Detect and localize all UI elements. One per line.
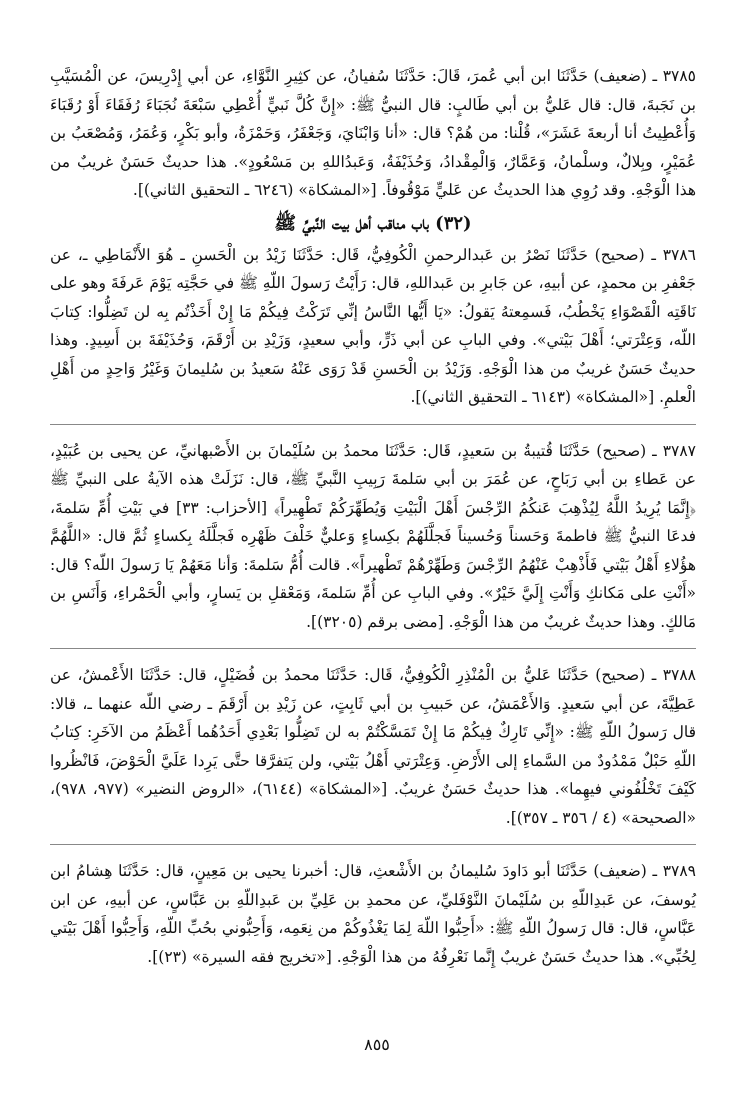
chapter-heading: (٣٢) باب مناقب أهل بيت النَّبيِّ ﷺ xyxy=(274,212,472,234)
separator-1 xyxy=(50,424,696,425)
separator-2 xyxy=(50,648,696,649)
page-number: ٨٥٥ xyxy=(364,1035,390,1054)
hadith-3785: ٣٧٨٥ ـ (ضعيف) حَدَّثَنَا ابن أبي عُمرَ، قَالَ: حَدَّثَنَا سُفيانُ، عن كثِيرِ النَّوَّاءِ، عن أبي إِدْرِيسَ، عن الْمُسَيَّبِ بن نَجَبةَ، قال: قال عَليُّ بن أبي طَالبٍ: قال النبيُّ ﷺ: «إِنَّ كُلَّ نَبيٍّ أُعْطِي سَبْعَةَ نُجَبَاءَ رُفَقَاءَ أَوْ رُقَبَاءَ وَأُعْطِيتُ أنا أربعةَ عَشَرَ»، قُلْنا: من هُمْ؟ قال: «أنا وَابْنَايَ، وَجَعْفَرُ، وَحَمْزَةُ، وأبو بَكْرٍ، وَعُمَرُ، وَمُصْعَبُ بن عُمَيْرٍ، وبِلالٌ، وسلْمانُ، وَعَمَّارٌ، وَالْمِقْدادُ، وَحُذَيْفَةُ، وَعَبدُاللهِ بن مَسْعُودٍ». هذا حديثٌ حَسَنٌ غريبٌ من هذا الْوَجْهِ. وقد رُوِي هذا الحديثُ عن عَليٍّ مَوْقُوفاً. [«المشكاة» (٦٢٤٦ ـ التحقيق الثاني)]. xyxy=(50,67,696,199)
hadith-3789: ٣٧٨٩ ـ (ضعيف) حَدَّثَنَا أبو دَاودَ سُليمانُ بن الأَشْعثِ، قال: أخبرنا يحيى بن مَعِينٍ، قال: حَدَّثَنَا هِشامُ ابن يُوسفَ، عن عَبدِاللّهِ بن سُلَيْمانَ النَّوْفَليِّ، عن محمدِ بن عَلِيِّ بن عَبدِاللّهِ بن عَبَّاسٍ، عن أبيهِ، عن ابن عَبَّاسٍ، قال: قال رَسولُ اللّهِ ﷺ: «أَحِبُّوا اللّهَ لِمَا يَغْذُوكُمْ من نِعَمِه، وَأَحِبُّوني بحُبِّ اللّهِ، وَأَحِبُّوا أَهْلَ بَيْتي لِحُبِّي». هذا حديثٌ حَسَنٌ غريبٌ إِنَّما نَعْرِفُهُ من هذا الْوَجْهِ. [«تخريج فقه السيرة» (٢٣)]. xyxy=(50,862,696,966)
hadith-3787: ٣٧٨٧ ـ (صحيح) حَدَّثَنَا قُتيبةُ بن سَعيدٍ، قَال: حَدَّثَنَا محمدُ بن سُلَيْمانَ بن الأَصْبهانيِّ، عن يحيى بن عُبَيْدٍ، عن عَطاءِ بن أبي رَبَاحٍ، عن عُمَرَ بن أبي سَلمةَ رَبِيبِ النَّبيِّ ﷺ، قال: نَزَلَتْ هذه الآيةُ على النبيِّ ﷺ ﴿إِنَّمَا يُرِيدُ اللَّهُ لِيُذْهِبَ عَنكُمُ الرِّجْسَ أَهْلَ الْبَيْتِ وَيُطَهِّرَكُمْ تَطْهِيراً﴾ [الأحزاب: ٣٣] في بَيْتِ أُمِّ سَلمةَ، فدعَا النبيُّ ﷺ فاطمةَ وَحَسناً وَحُسيناً فَجلَّلَهُمْ بكِساءٍ وَعليٌّ خَلْفَ ظَهْرِه فَجلَّلَهُ بِكساءٍ ثُمَّ قال: «اللَّهُمَّ هؤُلاءِ أَهْلُ بَيْتي فَأَذْهِبْ عَنْهُمُ الرِّجْسَ وَطَهِّرْهُمْ تَطْهيراً». قالت أُمُّ سَلمةَ: وَأنا مَعَهُمْ يَا رَسولَ اللّه؟ قال: «أَنْتِ على مَكانكِ وَأَنْتِ إِلَيَّ خَيْرٌ». وفي البابِ عن أُمِّ سَلمةَ، وَمَعْقلِ بن يَسارٍ، وأبي الْحَمْراءِ، وَأَنَسِ بن مَالكٍ. وهذا حديثٌ غريبٌ من هذا الْوَجْهِ. [مضى برقم (٣٢٠٥)]. xyxy=(50,441,696,631)
hadith-3788: ٣٧٨٨ ـ (صحيح) حَدَّثَنَا عَليُّ بن الْمُنْذِرِ الْكُوفِيُّ، قَال: حَدَّثَنَا محمدُ بن فُضَيْلٍ، قال: حَدَّثَنَا الأَعْمشُ، عن عَطِيَّةَ، عن أبي سَعيدٍ. وَالأَعْمَشُ، عن حَبيبِ بن أبي ثَابِتٍ، عن زَيْدِ بن أَرْقَمَ ـ رضي اللّه عنهما ـ، قالا: قال رَسولُ اللّهِ ﷺ: «إِنِّي تَارِكٌ فِيكُمْ مَا إِنْ تَمَسَّكْتُمْ به لن تَضِلُّوا بَعْدِي أَحَدُهُما أَعْظَمُ من الآخَرِ: كِتابُ اللّهِ حَبْلٌ مَمْدُودٌ من السَّماءِ إلى الأَرْضِ. وَعِتْرَتي أَهْلُ بَيْتي، ولن يَتفرَّقا حتَّى يَرِدا عَلَيَّ الْحَوْضَ، فَانْظُروا كَيْفَ تَخْلُفُوني فيهِما». هذا حديثٌ حَسَنٌ غريبٌ. [«المشكاة» (٦١٤٤)، «الروض النضير» (٩٧٧، ٩٧٨)، «الصحيحة» (٤ / ٣٥٦ ـ ٣٥٧)]. xyxy=(50,666,696,827)
hadith-3786: ٣٧٨٦ ـ (صحيح) حَدَّثَنَا نَصْرُ بن عَبدالرحمنِ الْكُوفِيُّ، قَال: حَدَّثَنَا زَيْدُ بن الْحَسنِ ـ هُوَ الأَنْمَاطِي ـ، عن جَعْفرِ بن محمدٍ، عن أبيهِ، عن جَابرِ بن عَبداللهِ، قال: رَأَيْتُ رَسولَ اللّهِ ﷺ في حَجَّتِه يَوْمَ عَرفَةَ وهو على نَاقَتِه الْقَصْوَاءِ يَخْطُبُ، فَسمِعتهُ يَقولُ: «يَا أَيُّها النَّاسُ إنِّي تَرَكْتُ فِيكُمْ مَا إِنْ أَخَذْتُم بِه لن تَضِلُّوا: كِتابَ اللّه، وَعِتْرَتي؛ أَهْلَ بَيْتي». وفي البابِ عن أبي ذَرٍّ، وأبي سعيدٍ، وَزَيْدِ بن أَرْقَمَ، وَحُذَيْفَةَ بن أَسِيدٍ. وهذا حديثٌ حَسَنٌ غريبٌ من هذا الْوَجْهِ. وَزَيْدُ بن الْحَسنِ قَدْ رَوَى عَنْهُ سَعيدُ بن سُليمانَ وَغَيْرُ وَاحِدٍ من أَهْلِ الْعلمِ. [«المشكاة» (٦١٤٣ ـ التحقيق الثاني)]. xyxy=(50,245,696,406)
separator-3 xyxy=(50,844,696,845)
